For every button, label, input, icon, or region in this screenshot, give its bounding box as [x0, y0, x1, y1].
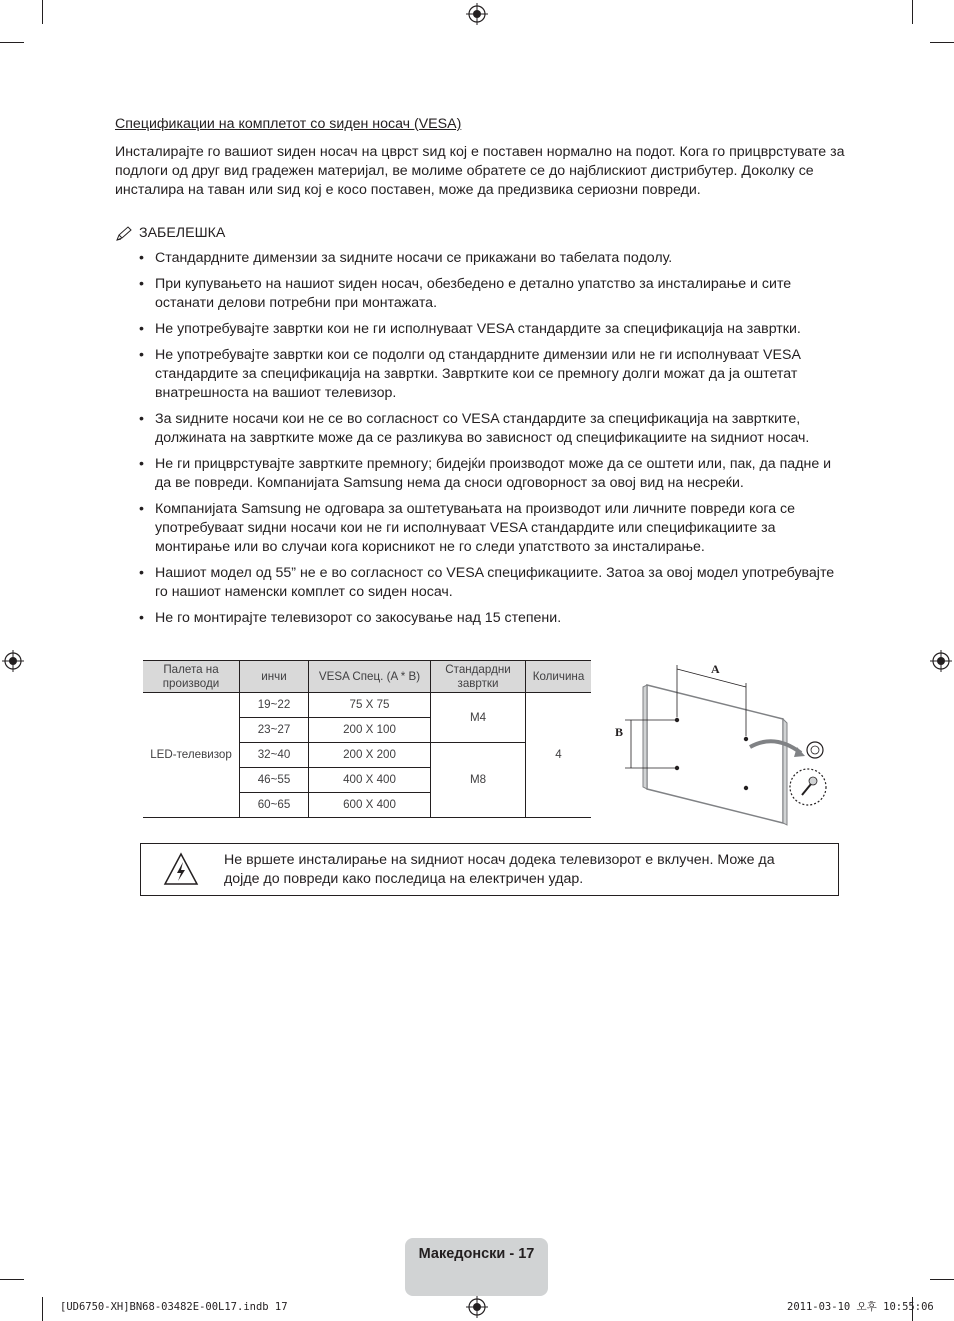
dimension-b-label: B	[615, 725, 624, 739]
vesa-cell: 75 X 75	[309, 693, 431, 718]
registration-mark-icon	[466, 3, 488, 25]
vesa-cell: 600 X 400	[309, 793, 431, 818]
vesa-spec-table	[143, 660, 591, 818]
section-title: Спецификации на комплетот со ѕиден носач (VESA)	[115, 116, 462, 132]
product-family-cell: LED-телевизор	[143, 693, 240, 818]
registration-mark-icon	[2, 650, 24, 672]
table-row	[143, 693, 591, 718]
table-header: Палета на производи	[143, 661, 240, 693]
note-pencil-icon	[115, 226, 133, 242]
vesa-cell: 200 X 200	[309, 743, 431, 768]
crop-mark	[912, 0, 913, 24]
crop-mark	[42, 1297, 43, 1321]
list-item: • Не ги прицврстувајте завртките премногу; бидејќи производот може да се оштети или, пак, да падне и да ве повреди. Компанијата Samsung нема да сноси одговорност за овој вид на несреќи.	[139, 455, 844, 493]
inches-cell: 32~40	[240, 743, 309, 768]
inches-cell: 46~55	[240, 768, 309, 793]
warning-text: Не вршете инсталирање на ѕидниот носач додека телевизорот е вклучен. Може да дојде до повреди како последица на електричен удар.	[224, 852, 775, 887]
footer-timestamp: 2011-03-10 오후 10:55:06	[787, 1301, 934, 1313]
note-bullet-list	[139, 249, 844, 635]
table-header: VESA Спец. (A * B)	[309, 661, 431, 693]
table-header: инчи	[240, 661, 309, 693]
table-header-row	[143, 661, 591, 693]
note-heading	[115, 224, 225, 243]
crop-mark	[930, 1279, 954, 1280]
quantity-cell: 4	[526, 693, 592, 818]
registration-mark-icon	[930, 650, 952, 672]
hole-cap	[807, 742, 823, 758]
list-item: • Не употребувајте завртки кои се подолги од стандардните димензии или не ги исполнуваат VESA стандардите за спецификација на завртки. Завртките кои се премногу долги можат да ја оштетат внатрешноста на вашиот телевизор.	[139, 346, 844, 403]
table-header: Количина	[526, 661, 592, 693]
table-header: Стандардни завртки	[431, 661, 526, 693]
tv-back-diagram	[605, 655, 845, 830]
list-item: • Нашиот модел од 55” не е во согласност со VESA спецификациите. Затоа за овој модел употребувајте го нашиот наменски комплет со ѕиден носач.	[139, 564, 844, 602]
list-item: • Не го монтирајте телевизорот со закосување над 15 степени.	[139, 609, 844, 628]
mount-hole	[744, 737, 748, 741]
screw-cell: M8	[431, 743, 526, 818]
list-item: • При купувањето на нашиот ѕиден носач, обезбедено е детално упатство за инсталирање и сите останати делови потребни при монтажата.	[139, 275, 844, 313]
list-item: • Компанијата Samsung не одговара за оштетувањата на производот или личните повреди кога се употребуваат ѕидни носачи кои не ги исполнуваат VESA стандардите или спецификациите за монтирање или во случаи кога корисникот не го следи упатството за инсталирање.	[139, 500, 844, 557]
mount-hole	[744, 786, 748, 790]
registration-mark-icon	[466, 1296, 488, 1318]
electric-warning-icon	[163, 851, 199, 887]
list-item: • Не употребувајте завртки кои не ги исполнуваат VESA стандардите за спецификација на завртки.	[139, 320, 844, 339]
tv-panel	[647, 685, 783, 823]
crop-mark	[0, 1279, 24, 1280]
intro-paragraph: Инсталирајте го вашиот ѕиден носач на цврст ѕид кој е поставен нормално на подот. Кога го прицврстувате за подлоги од друг вид градежен материјал, ве молиме обратете се до најблискиот дистрибутер. Доколку се инсталира на таван или ѕид кој е косо поставен, може да предизвика сериозни повреди.	[115, 144, 845, 198]
mount-hole	[675, 718, 679, 722]
vesa-cell: 200 X 100	[309, 718, 431, 743]
screw-cell: M4	[431, 693, 526, 743]
vesa-cell: 400 X 400	[309, 768, 431, 793]
inches-cell: 23~27	[240, 718, 309, 743]
note-label: ЗАБЕЛЕШКА	[139, 225, 226, 241]
mount-hole	[675, 766, 679, 770]
inches-cell: 19~22	[240, 693, 309, 718]
footer-file-info: [UD6750-XH]BN68-03482E-00L17.indb 17	[60, 1301, 288, 1313]
list-item: • Стандардните димензии за ѕидните носачи се прикажани во табелата подолу.	[139, 249, 844, 268]
list-item: • За ѕидните носачи кои не се во согласност со VESA стандардите за спецификација на завртките, должината на завртките може да се разликува во зависност од спецификациите на ѕидниот носач.	[139, 410, 844, 448]
crop-mark	[0, 42, 24, 43]
crop-mark	[42, 0, 43, 24]
crop-mark	[930, 42, 954, 43]
dimension-a-label: A	[711, 662, 720, 676]
page-number-label: Македонски - 17	[418, 1246, 535, 1262]
inches-cell: 60~65	[240, 793, 309, 818]
